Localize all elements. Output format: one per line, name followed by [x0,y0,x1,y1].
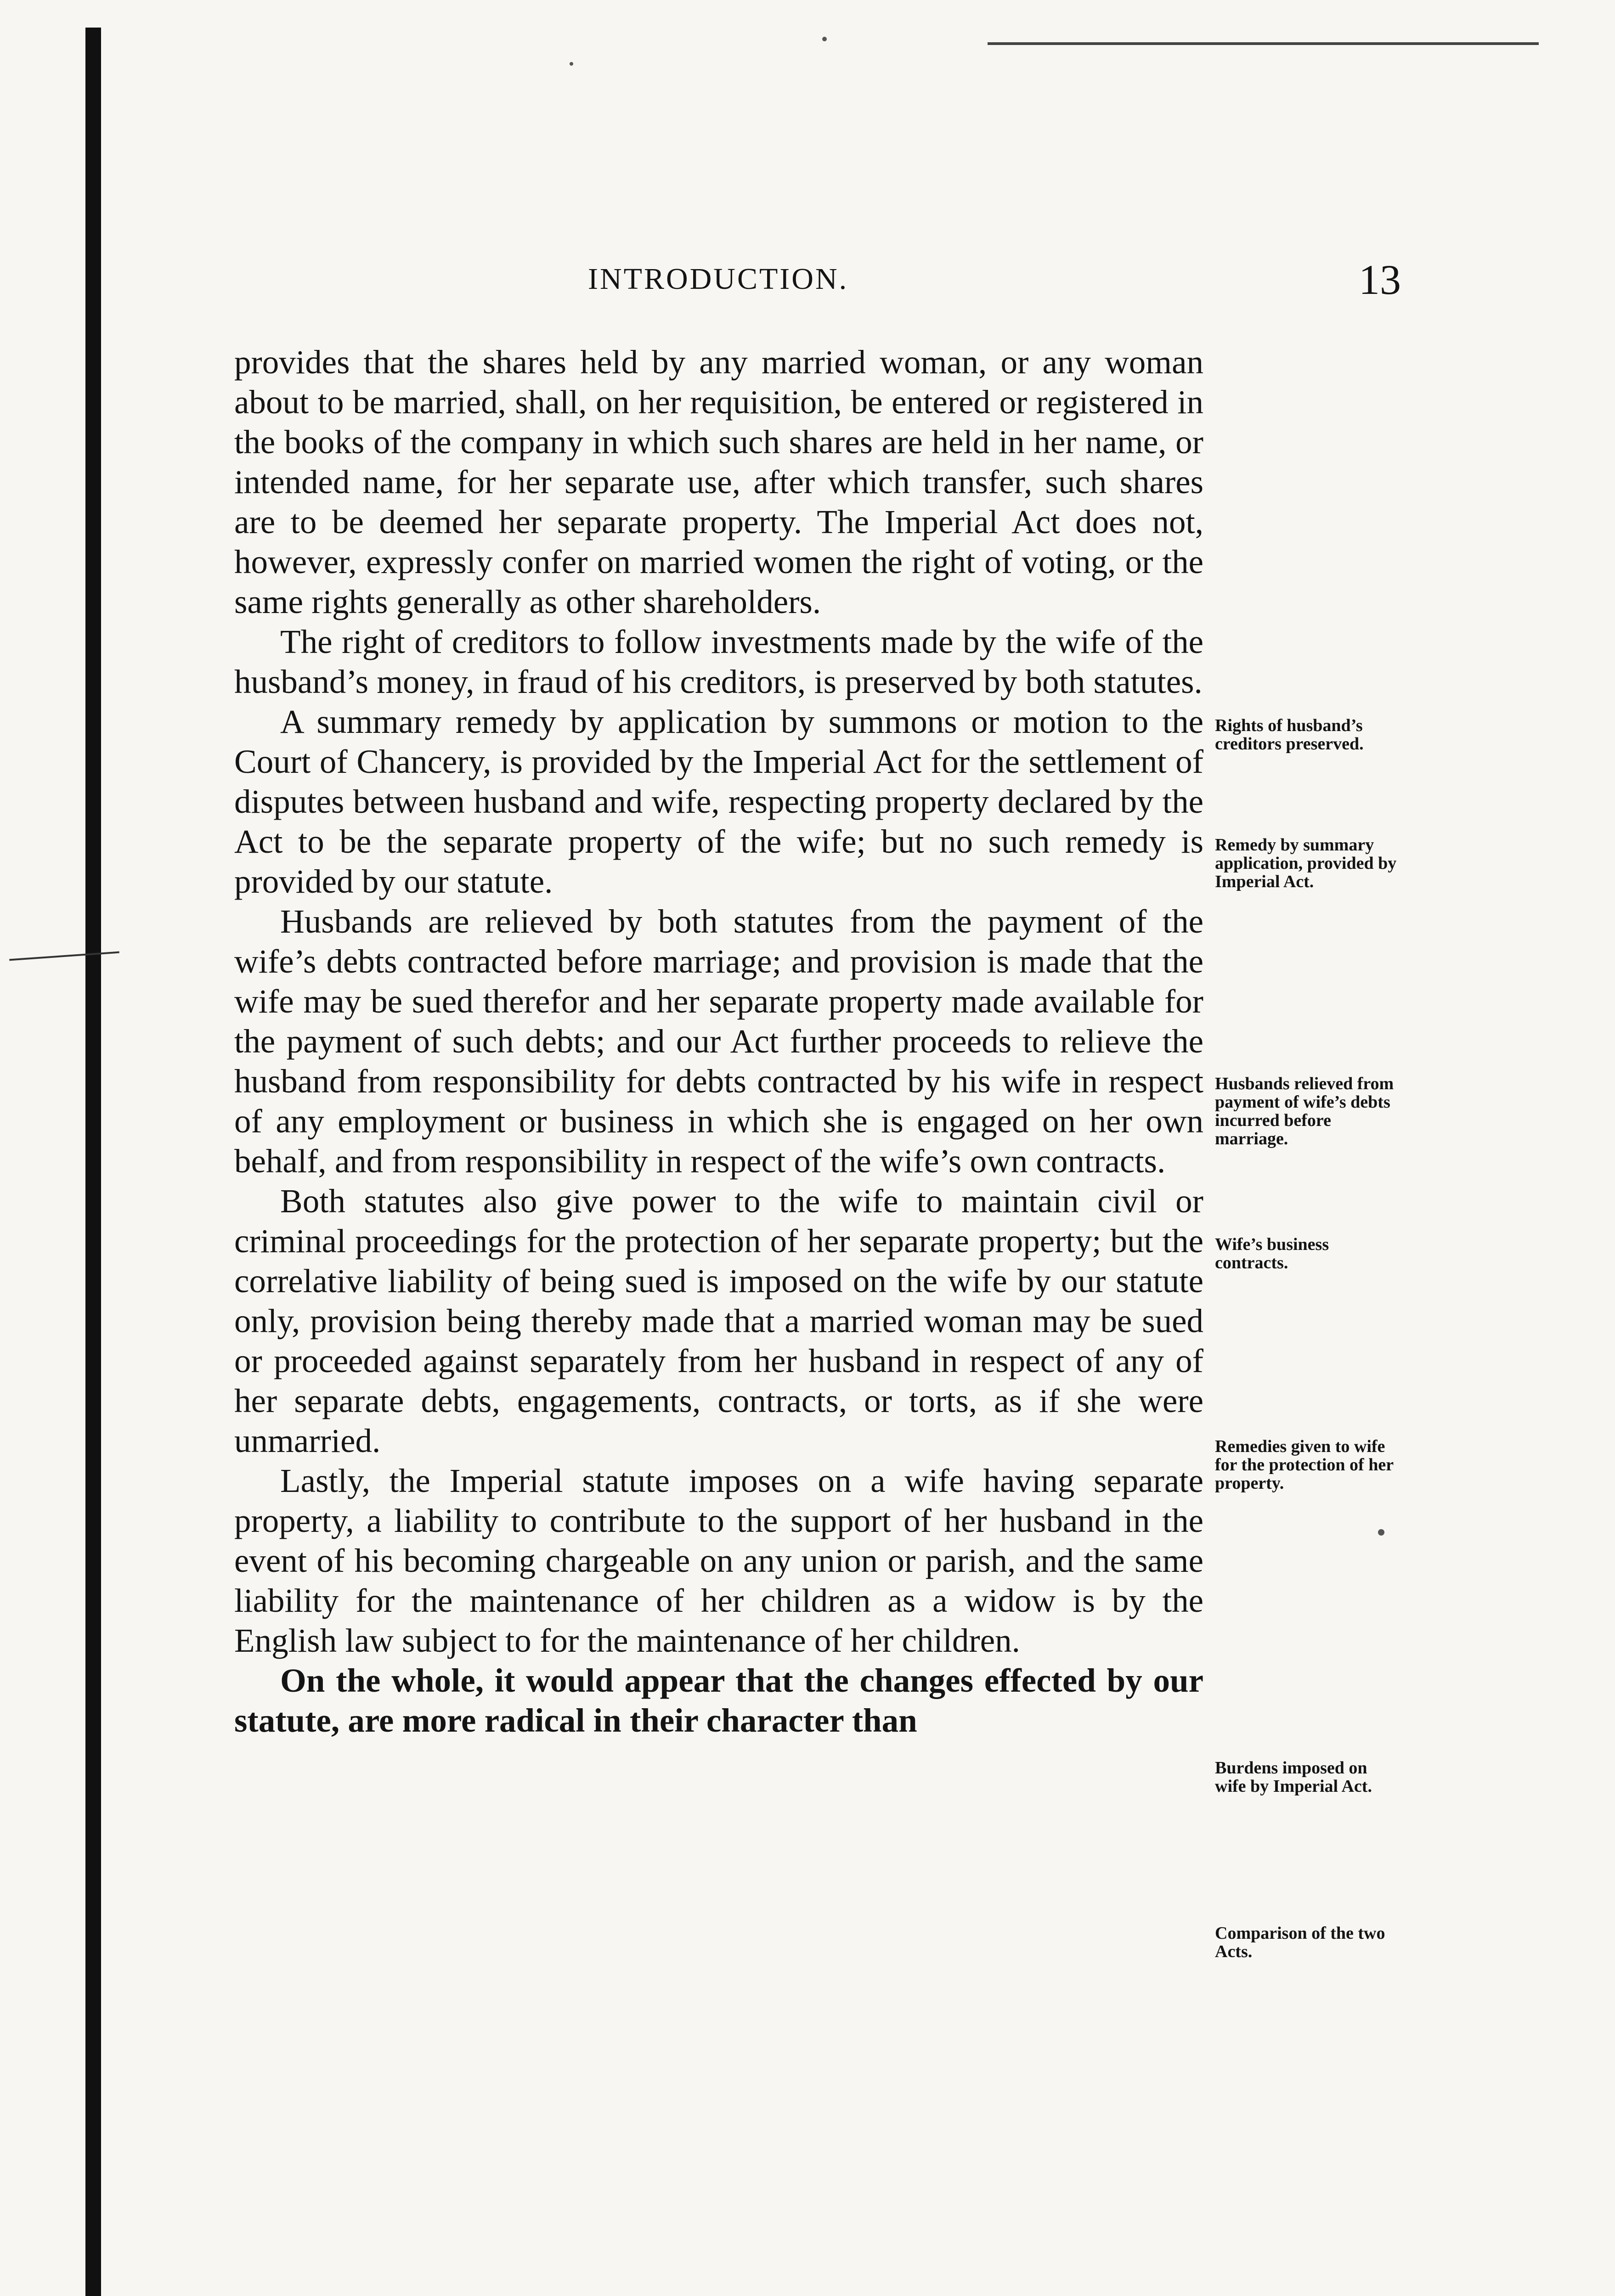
paragraph-comparison: On the whole, it would appear that the changes effected by our statute, are more radical in their character than [234,1662,1203,1739]
paragraph-burdens-imposed: Lastly, the Imperial statute imposes on a wife having separate property, a liability to contribute to the support of her husband in the event of his becoming chargeable on any union or parish, and the same liability for the maintenance of her children as a widow is by the English law subject to for the maintenance of her children. [234,1462,1203,1659]
ink-speck [1378,1529,1384,1536]
paragraph-remedies-given: Both statutes also give power to the wife to maintain civil or criminal proceedings for the protection of her separate property; but the correlative liability of being sued is imposed on the wife by our statute only, provision being thereby made that a married woman may be sued or proceeded against separately from her husband in respect of any of her separate debts, engagements, contracts, or torts, as if she were unmarried. [234,1182,1203,1459]
margin-note-husbands-relieved: Husbands relieved from payment of wife’s debts incurred before marriage. [1215,1074,1394,1148]
body-text [234,342,1203,1740]
margin-note-burdens-imposed: Burdens imposed on wife by Imperial Act. [1215,1758,1372,1796]
ink-speck [570,62,573,66]
margin-note-creditors: Rights of husband’s creditors preserved. [1215,716,1364,754]
margin-pen-stroke [9,951,119,961]
paragraph-husbands-relieved: Husbands are relieved by both statutes from the payment of the wife’s debts contracted before marriage; and provision is made that the wife may be sued therefor and her separate property made available for the payment of such debts; and our Act further proceeds to relieve the husband from responsibility for debts contracted by his wife in respect of any employment or business in which she is engaged on her own behalf, and from responsibility in respect of the wife’s own contracts. [234,903,1203,1180]
paragraph-creditors: The right of creditors to follow investments made by the wife of the husband’s money, in fraud of his creditors, is preserved by both statutes. [234,623,1203,700]
ink-speck [822,37,827,41]
paragraph-summary-remedy: A summary remedy by application by summons or motion to the Court of Chancery, is provided by the Imperial Act for the settlement of disputes between husband and wife, respecting property declared by the Act to be the separate property of the wife; but no such remedy is provided by our statute. [234,703,1203,900]
running-head: INTRODUCTION. [588,262,849,296]
margin-note-summary-remedy: Remedy by summary application, provided by Imperial Act. [1215,835,1397,891]
margin-note-business-contracts: Wife’s business contracts. [1215,1235,1329,1272]
page-header [234,256,1401,312]
paragraph-shares: provides that the shares held by any married woman, or any woman about to be married, shall, on her requisition, be entered or registered in the books of the company in which such shares are held in her name, or intended name, for her separate use, after which transfer, such shares are to be deemed her separate property. The Imperial Act does not, however, expressly confer on married women the right of voting, or the same rights generally as other shareholders. [234,343,1203,620]
page-binding-edge [85,28,101,2296]
margin-note-comparison: Comparison of the two Acts. [1215,1924,1385,1961]
top-rule [988,42,1539,45]
page-number: 13 [1359,256,1401,303]
margin-note-remedies-given: Remedies given to wife for the protection of her property. [1215,1437,1394,1493]
